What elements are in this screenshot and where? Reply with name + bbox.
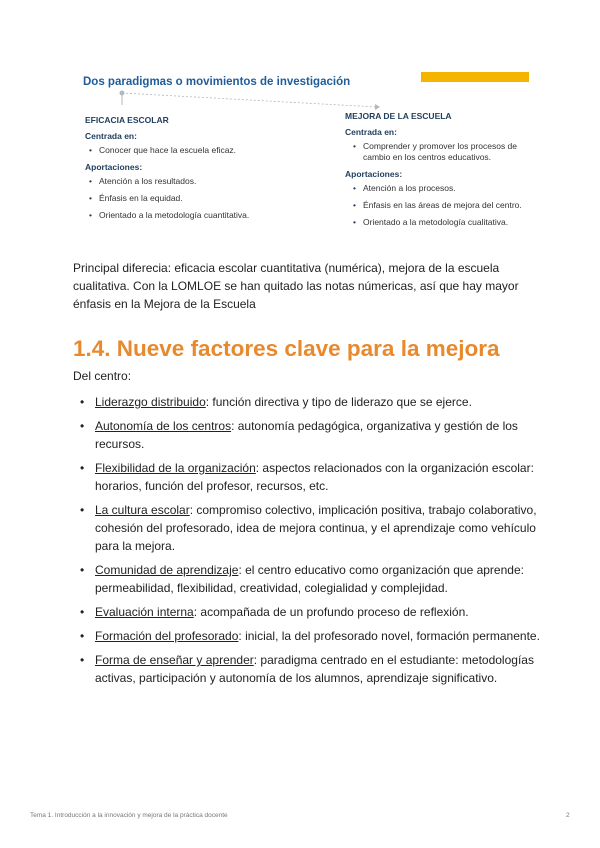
list-item: • Énfasis en la equidad. [85,193,335,204]
factor-term: Liderazgo distribuido [95,395,206,409]
factors-list [78,393,548,693]
eficacia-heading: EFICACIA ESCOLAR [85,115,169,125]
factor-term: La cultura escolar [95,503,190,517]
eficacia-centrada-label: Centrada en: [85,131,137,141]
factor-term: Comunidad de aprendizaje [95,563,239,577]
list-item [78,417,548,453]
connector-arrow [119,90,381,110]
list-item [78,561,548,597]
difference-paragraph: Principal diferecia: eficacia escolar cuantitativa (numérica), mejora de la escuela cualitativa. Con la LOMLOE se han quitado las notas númericas, así que hay mayor énfasis en la Mejora de la Escuela [73,261,519,311]
list-item: • Orientado a la metodología cuantitativa. [85,210,335,221]
factor-desc: : paradigma centrado en el estudiante: metodologías activas, participación y autonomía de los alumnos, aprendizaje significativo. [95,653,534,685]
factor-term: Formación del profesorado [95,629,239,643]
factor-term: Autonomía de los centros [95,419,232,433]
list-item: • Conocer que hace la escuela eficaz. [85,145,335,156]
list-item [78,627,548,645]
section-heading: 1.4. Nueve factores clave para la mejora [73,336,500,361]
list-item: • Atención a los resultados. [85,176,335,187]
list-item: • Énfasis en las áreas de mejora del centro. [345,200,535,211]
factor-desc: : inicial, la del profesorado novel, formación permanente. [238,629,540,643]
list-item [78,459,548,495]
list-item: • Comprender y promover los procesos de cambio en los centros educativos. [345,141,535,163]
section-intro: Del centro: [73,369,132,383]
mejora-heading: MEJORA DE LA ESCUELA [345,111,452,121]
eficacia-column [85,115,335,227]
list-item [78,393,548,411]
factor-desc: : compromiso colectivo, implicación positiva, trabajo colaborativo, cohesión del profesorado, idea de mejora continua, y el aprendizaje como vehículo para la mejora. [95,503,537,553]
mejora-aportaciones-label: Aportaciones: [345,169,403,179]
paradigms-figure [83,70,533,245]
list-item [78,651,548,687]
factor-term: Flexibilidad de la organización [95,461,256,475]
factor-desc: : aspectos relacionados con la organización escolar: horarios, función del profesor, recursos, etc. [95,461,534,493]
factor-desc: : autonomía pedagógica, organizativa y gestión de los recursos. [95,419,518,451]
factor-term: Evaluación interna [95,605,194,619]
accent-bar [421,72,529,82]
mejora-centrada-label: Centrada en: [345,127,397,137]
factor-desc: : función directiva y tipo de liderazo que se ejerce. [205,395,472,409]
factor-term: Forma de enseñar y aprender [95,653,254,667]
mejora-column [345,111,535,234]
eficacia-aportaciones-label: Aportaciones: [85,162,143,172]
list-item: • Orientado a la metodología cualitativa. [345,217,535,228]
list-item [78,603,548,621]
list-item: • Atención a los procesos. [345,183,535,194]
figure-title: Dos paradigmas o movimientos de investigación [83,76,351,88]
factor-desc: : acompañada de un profundo proceso de reflexión. [193,605,469,619]
footer-text: Tema 1. Introducción a la innovación y mejora de la práctica docente [30,812,228,819]
list-item [78,501,548,555]
factor-desc: : el centro educativo como organización que aprende: permeabilidad, flexibilidad, creatividad, colegialidad y complejidad. [95,563,524,595]
page-number: 2 [566,812,570,819]
